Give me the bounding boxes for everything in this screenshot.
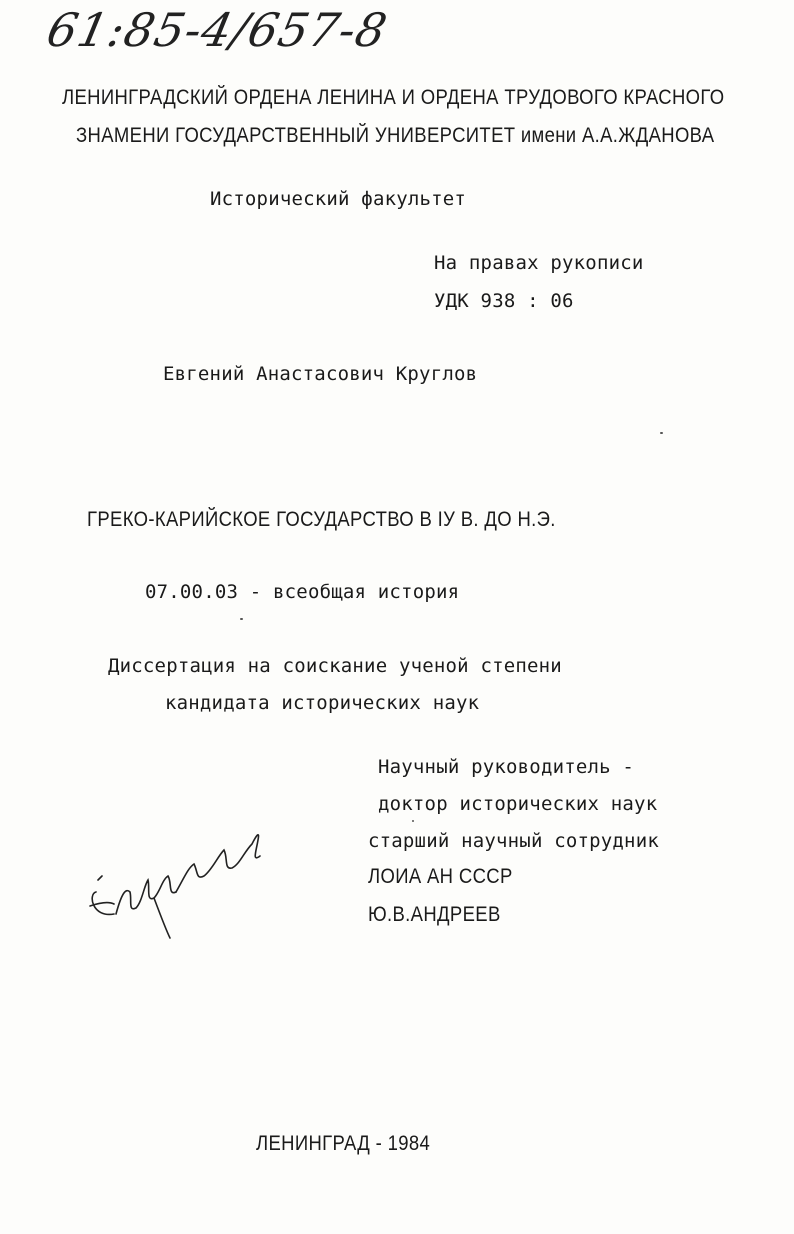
supervisor-position: старший научный сотрудник <box>368 830 659 852</box>
manuscript-rights-note: На правах рукописи <box>434 252 644 274</box>
institution-line-2: ЗНАМЕНИ ГОСУДАРСТВЕННЫЙ УНИВЕРСИТЕТ имени А.А.ЖДАНОВА <box>76 124 715 147</box>
faculty-name: Исторический факультет <box>210 188 467 210</box>
supervisor-name: Ю.В.АНДРЕЕВ <box>368 903 501 926</box>
udk-code: УДК 938 : 06 <box>434 290 574 312</box>
scan-speck <box>660 432 663 434</box>
author-name: Евгений Анастасович Круглов <box>163 363 478 385</box>
supervisor-degree: доктор исторических наук <box>378 793 658 815</box>
place-and-year: ЛЕНИНГРАД - 1984 <box>256 1132 431 1155</box>
dissertation-degree-line-1: Диссертация на соискание ученой степени <box>108 655 562 677</box>
archive-number-handwritten: 61:85-4/657-8 <box>42 3 393 57</box>
specialty-code: 07.00.03 - всеобщая история <box>145 581 460 603</box>
dissertation-title: ГРЕКО-КАРИЙСКОЕ ГОСУДАРСТВО В IУ В. ДО Н.Э. <box>87 508 556 531</box>
institution-line-1: ЛЕНИНГРАДСКИЙ ОРДЕНА ЛЕНИНА И ОРДЕНА ТРУДОВОГО КРАСНОГО <box>62 86 725 109</box>
supervisor-organization: ЛОИА АН СССР <box>368 865 513 888</box>
author-signature <box>84 822 274 942</box>
scan-speck <box>240 618 243 620</box>
dissertation-degree-line-2: кандидата исторических наук <box>165 692 480 714</box>
supervisor-role: Научный руководитель - <box>378 756 635 778</box>
scan-speck <box>412 820 414 822</box>
